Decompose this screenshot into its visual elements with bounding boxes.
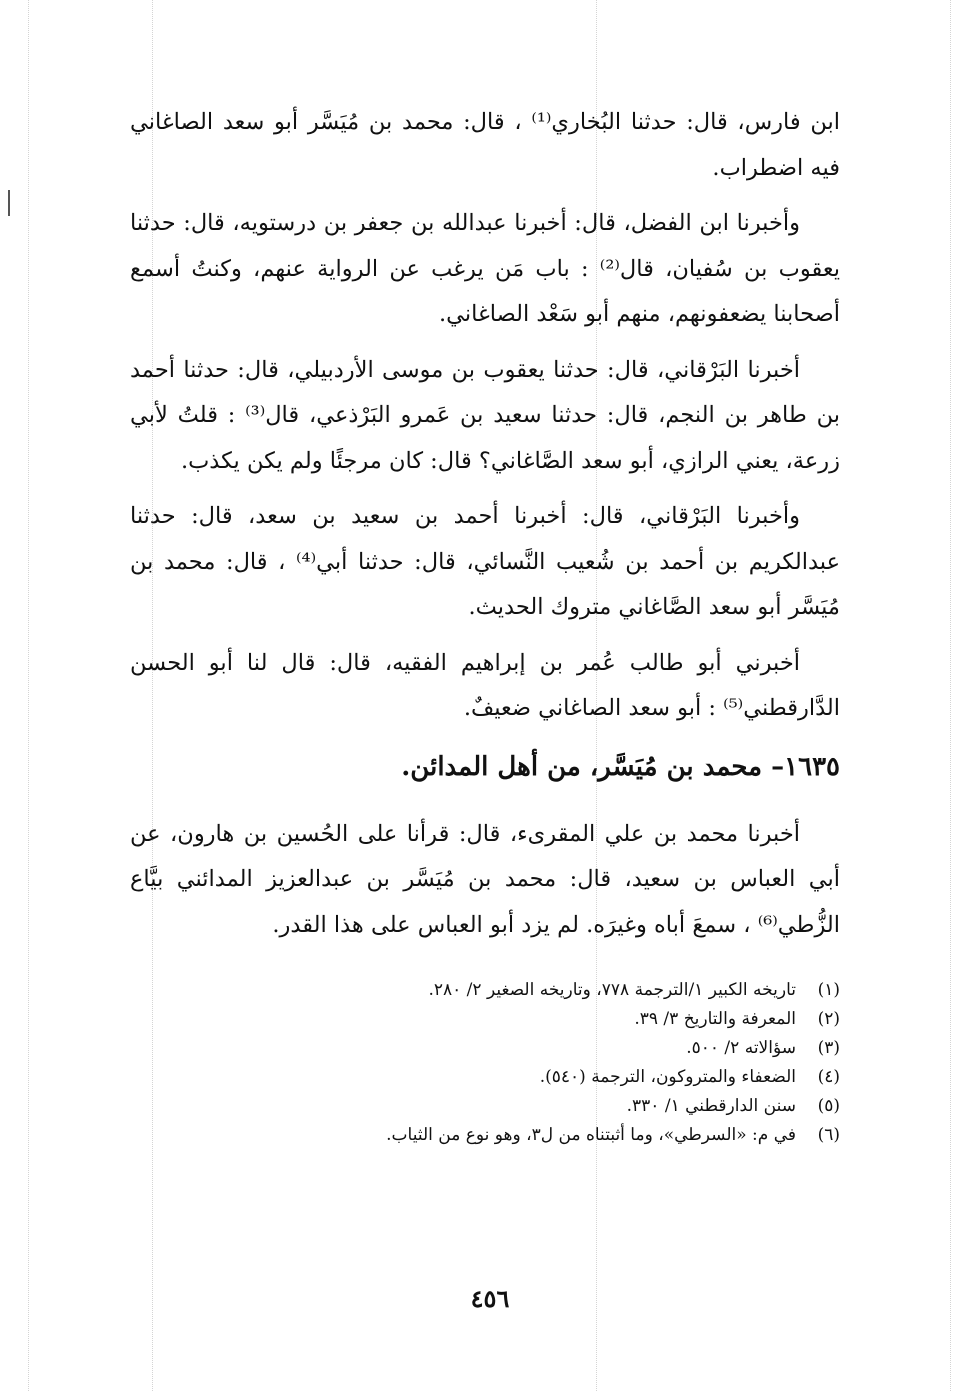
footnote xyxy=(300,1063,840,1092)
footnote-text: سنن الدارقطني ١/ ٣٣٠. xyxy=(626,1096,796,1116)
main-text xyxy=(130,100,840,958)
footnote-number: (١) xyxy=(817,980,840,1000)
footnote-text: المعرفة والتاريخ ٣/ ٣٩. xyxy=(634,1009,796,1029)
entry-paragraph: أخبرنا محمد بن علي المقرىء، قال: قرأنا على الحُسين بن هارون، عن أبي العباس بن سعيد، قال: محمد بن مُيَسَّر بن عبدالعزيز المدائني بيَّاع الزُّطي⁽⁶⁾ ، سمعَ أباه وغيرَه. لم يزد أبو العباس على هذا القدر. xyxy=(130,820,840,938)
footnote-number: (٢) xyxy=(817,1009,840,1029)
footnote xyxy=(300,1034,840,1063)
paragraph-1: ابن فارس، قال: حدثنا البُخاري⁽¹⁾ ، قال: محمد بن مُيَسَّر أبو سعد الصاغاني فيه اضطراب. xyxy=(130,109,840,181)
footnote xyxy=(300,976,840,1005)
entry-heading: ١٦٣٥– محمد بن مُيَسَّر، من أهل المدائن. xyxy=(401,751,840,782)
paragraph-2: وأخبرنا ابن الفضل، قال: أخبرنا عبدالله بن جعفر بن درستويه، قال: حدثنا يعقوب بن سُفيان، قال⁽²⁾ : باب مَن يرغب عن الرواية عنهم، وكنتُ أسمع أصحابنا يضعفونهم، منهم أبو سَعْد الصاغاني. xyxy=(130,210,840,327)
footnote-text: الضعفاء والمتروكون، الترجمة (٥٤٠). xyxy=(539,1067,796,1087)
scan-artifact-line xyxy=(950,0,952,1391)
footnote xyxy=(300,1005,840,1034)
footnote-number: (٤) xyxy=(817,1067,840,1087)
footnote-text: في م: «السرطي»، وما أثبتناه من ل٣، وهو نوع من الثياب. xyxy=(386,1125,796,1145)
footnote xyxy=(300,1092,840,1121)
footnote-number: (٣) xyxy=(817,1038,840,1058)
paragraph-3: أخبرنا البَرْقاني، قال: حدثنا يعقوب بن موسى الأردبيلي، قال: حدثنا أحمد بن طاهر بن النجم، قال: حدثنا سعيد بن عَمرو البَرْذعي، قال⁽³⁾ : قلتُ لأبي زرعة، يعني الرازي، أبو سعد الصَّاغاني؟ قال: كان مرجئًا ولم يكن يكذب. xyxy=(130,356,840,474)
paragraph-5: أخبرني أبو طالب عُمر بن إبراهيم الفقيه، قال: قال لنا أبو الحسن الدَّارقطني⁽⁵⁾ : أبو سعد الصاغاني ضعيفٌ. xyxy=(130,649,840,721)
footnote-text: تاريخه الكبير ١/الترجمة ٧٧٨، وتاريخه الصغير ٢/ ٢٨٠. xyxy=(428,980,796,1000)
scan-edge-mark xyxy=(8,190,10,216)
footnote-number: (٦) xyxy=(817,1125,840,1145)
footnote-number: (٥) xyxy=(817,1096,840,1116)
scan-artifact-line xyxy=(28,0,30,1391)
paragraph-4: وأخبرنا البَرْقاني، قال: أخبرنا أحمد بن سعيد بن سعد، قال: حدثنا عبدالكريم بن أحمد بن شُعيب النَّسائي، قال: حدثنا أبي⁽⁴⁾ ، قال: محمد بن مُيَسَّر أبو سعد الصَّاغاني متروك الحديث. xyxy=(130,503,840,620)
footnote-text: سؤالاته ٢/ ٥٠٠. xyxy=(686,1038,796,1058)
footnote xyxy=(300,1121,840,1150)
footnotes xyxy=(300,976,840,1150)
page-number: ٤٥٦ xyxy=(470,1284,510,1313)
